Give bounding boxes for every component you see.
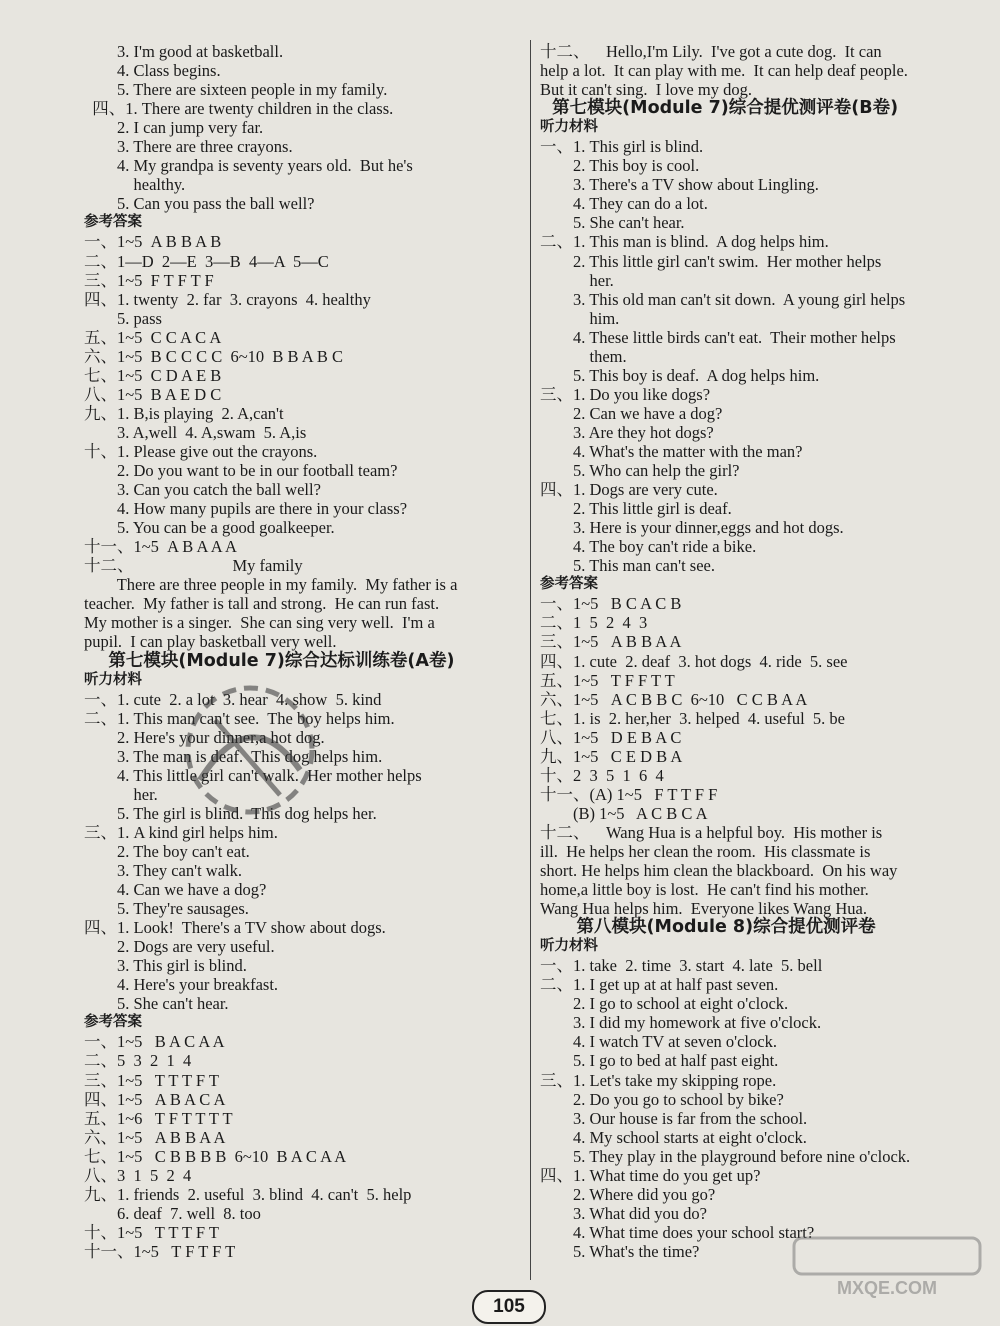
text-line: 6. deaf 7. well 8. too — [84, 1203, 261, 1223]
text-line: 三、1. Let's take my skipping rope. — [540, 1070, 777, 1090]
text-line: 4. Can we have a dog? — [84, 880, 267, 900]
svg-text:MXQE.COM: MXQE.COM — [836, 1278, 938, 1298]
text-line: 3. I did my homework at five o'clock. — [540, 1013, 822, 1033]
text-line: 八、1~5 B A E D C — [84, 384, 222, 404]
text-line: 九、1. friends 2. useful 3. blind 4. can't 5. help — [84, 1184, 412, 1204]
subsection-label: 听力材料 — [540, 938, 598, 955]
text-line: 4. I watch TV at seven o'clock. — [540, 1032, 777, 1052]
text-line: 3. There are three crayons. — [84, 137, 293, 157]
text-line: 5. You can be a good goalkeeper. — [84, 518, 335, 538]
text-line: 2. Do you want to be in our football team? — [84, 461, 398, 481]
text-line: 三、1~5 A B B A A — [540, 632, 682, 652]
text-line: 四、1. cute 2. deaf 3. hot dogs 4. ride 5. see — [540, 651, 848, 671]
text-line: 一、1~5 B C A C B — [540, 594, 682, 614]
text-line: 一、1. cute 2. a lot 3. hear 4. show 5. kind — [84, 689, 382, 709]
text-line: 2. Dogs are very useful. — [84, 937, 275, 957]
text-line: 4. Class begins. — [84, 61, 221, 81]
text-line: 3. They can't walk. — [84, 861, 243, 881]
text-line: 4. What time does your school start? — [540, 1222, 815, 1242]
text-line: 5. This man can't see. — [540, 556, 715, 576]
text-line: 二、5 3 2 1 4 — [84, 1051, 192, 1071]
text-line: 三、1. A kind girl helps him. — [84, 822, 278, 842]
text-line: 3. This old man can't sit down. A young girl helps — [540, 289, 906, 309]
text-line: 3. What did you do? — [540, 1203, 707, 1223]
text-line: 2. The boy can't eat. — [84, 841, 250, 861]
text-line: 4. They can do a lot. — [540, 194, 708, 214]
text-line: 四、1. Dogs are very cute. — [540, 480, 718, 500]
text-line: 七、1~5 C B B B B 6~10 B A C A A — [84, 1146, 347, 1166]
text-line: 5. Can you pass the ball well? — [84, 194, 315, 214]
text-line: 2. I go to school at eight o'clock. — [540, 994, 789, 1014]
text-line: 4. Here's your breakfast. — [84, 975, 279, 995]
text-line: 四、1. twenty 2. far 3. crayons 4. healthy — [84, 289, 371, 309]
text-line: 5. The girl is blind. This dog helps her. — [84, 803, 377, 823]
text-line: 5. She can't hear. — [540, 213, 685, 233]
subsection-label: 参考答案 — [540, 576, 598, 593]
text-line: 4. The boy can't ride a bike. — [540, 537, 757, 557]
text-line: 5. She can't hear. — [84, 994, 229, 1014]
text-line: (B) 1~5 A C B C A — [540, 803, 708, 823]
text-line: 十一、1~5 T F T F T — [84, 1241, 236, 1261]
text-line: 二、1 5 2 4 3 — [540, 613, 648, 633]
section-heading: 第七模块(Module 7)综合提优测评卷(B卷) — [540, 98, 899, 119]
text-line: 四、1. There are twenty children in the class. — [84, 99, 394, 119]
text-line: My mother is a singer. She can sing very well. I'm a — [84, 613, 435, 633]
text-line: 三、1. Do you like dogs? — [540, 384, 711, 404]
text-line: 4. My grandpa is seventy years old. But he's — [84, 156, 413, 176]
subsection-label: 参考答案 — [84, 214, 142, 231]
text-line: 5. pass — [84, 308, 162, 328]
text-line: 四、1. What time do you get up? — [540, 1165, 761, 1185]
right-column — [540, 42, 980, 1261]
text-line: 十二、 Hello,I'm Lily. I've got a cute dog. It can — [540, 42, 882, 61]
text-line: 4. What's the matter with the man? — [540, 441, 803, 461]
text-line: help a lot. It can play with me. It can help deaf people. — [540, 61, 908, 81]
text-line: There are three people in my family. My father is a — [84, 575, 458, 595]
text-line: 4. These little birds can't eat. Their mother helps — [540, 327, 896, 347]
text-line: them. — [540, 346, 627, 366]
text-line: 3. Can you catch the ball well? — [84, 480, 321, 500]
text-line: 六、1~5 A C B B C 6~10 C C B A A — [540, 689, 808, 709]
text-line: 5. I go to bed at half past eight. — [540, 1051, 779, 1071]
text-line: Wang Hua helps him. Everyone likes Wang Hua. — [540, 899, 867, 919]
text-line: 3. The man is deaf. This dog helps him. — [84, 746, 383, 766]
left-column — [84, 42, 524, 1261]
text-line: 八、1~5 D E B A C — [540, 727, 682, 747]
section-heading: 第七模块(Module 7)综合达标训练卷(A卷) — [84, 650, 455, 671]
text-line: 七、1. is 2. her,her 3. helped 4. useful 5. be — [540, 708, 845, 728]
text-line: 3. I'm good at basketball. — [84, 42, 284, 61]
text-line: 3. Our house is far from the school. — [540, 1108, 808, 1128]
text-line: 三、1~5 T T T F T — [84, 1070, 220, 1090]
text-line: 十二、 Wang Hua is a helpful boy. His mother is — [540, 822, 883, 842]
text-line: 十、1. Please give out the crayons. — [84, 441, 318, 461]
text-line: healthy. — [84, 175, 186, 195]
text-line: 十、2 3 5 1 6 4 — [540, 765, 664, 785]
section-heading: 第八模块(Module 8)综合提优测评卷 — [540, 917, 876, 938]
text-line: 4. My school starts at eight o'clock. — [540, 1127, 807, 1147]
text-line: 九、1. B,is playing 2. A,can't — [84, 403, 284, 423]
text-line: home,a little boy is lost. He can't find his mother. — [540, 880, 869, 900]
text-line: 5. They play in the playground before nine o'clock. — [540, 1146, 911, 1166]
text-line: 六、1~5 A B B A A — [84, 1127, 226, 1147]
text-line: 2. This little girl can't swim. Her mother helps — [540, 251, 882, 271]
text-line: him. — [540, 308, 620, 328]
page-number: 105 — [472, 1290, 546, 1324]
text-line: 九、1~5 C E D B A — [540, 746, 683, 766]
text-line: 2. Can we have a dog? — [540, 403, 723, 423]
text-line: 5. There are sixteen people in my family. — [84, 80, 388, 100]
text-line: 一、1. This girl is blind. — [540, 137, 704, 157]
text-line: 一、1~5 A B B A B — [84, 232, 222, 252]
text-line: 5. Who can help the girl? — [540, 461, 740, 481]
text-line: her. — [540, 270, 614, 290]
subsection-label: 听力材料 — [84, 671, 142, 688]
text-line: ill. He helps her clean the room. His classmate is — [540, 841, 871, 861]
text-line: 5. They're sausages. — [84, 899, 249, 919]
text-line: 十一、(A) 1~5 F T T F F — [540, 784, 718, 804]
text-line: 5. What's the time? — [540, 1241, 700, 1261]
text-line: 二、1. I get up at at half past seven. — [540, 975, 779, 995]
text-line: 4. This little girl can't walk. Her mother helps — [84, 765, 422, 785]
text-line: 5. This boy is deaf. A dog helps him. — [540, 365, 820, 385]
text-line: 2. Do you go to school by bike? — [540, 1089, 784, 1109]
text-line: 2. This boy is cool. — [540, 156, 700, 176]
text-line: 2. This little girl is deaf. — [540, 499, 732, 519]
watermark-logo-icon — [792, 1234, 982, 1298]
text-line: 十、1~5 T T T F T — [84, 1222, 220, 1242]
text-line: 3. Here is your dinner,eggs and hot dogs. — [540, 518, 844, 538]
text-line: 一、1~5 B A C A A — [84, 1032, 225, 1052]
text-line: 十一、1~5 A B A A A — [84, 537, 237, 557]
text-line: 十二、 My family — [84, 556, 303, 576]
text-line: 2. I can jump very far. — [84, 118, 264, 138]
text-line: 3. There's a TV show about Lingling. — [540, 175, 819, 195]
text-line: 一、1. take 2. time 3. start 4. late 5. bell — [540, 956, 823, 976]
text-line: 二、1—D 2—E 3—B 4—A 5—C — [84, 251, 329, 271]
text-line: 七、1~5 C D A E B — [84, 365, 222, 385]
subsection-label: 参考答案 — [84, 1014, 142, 1031]
text-line: 八、3 1 5 2 4 — [84, 1165, 192, 1185]
column-divider — [530, 40, 531, 1280]
text-line: But it can't sing. I love my dog. — [540, 80, 752, 100]
text-line: teacher. My father is tall and strong. He can run fast. — [84, 594, 440, 614]
text-line: 五、1~5 C C A C A — [84, 327, 222, 347]
text-line: 六、1~5 B C C C C 6~10 B B A B C — [84, 346, 343, 366]
text-line: her. — [84, 784, 158, 804]
text-line: 五、1~6 T F T T T T — [84, 1108, 233, 1128]
text-line: 4. How many pupils are there in your class? — [84, 499, 408, 519]
text-line: 3. A,well 4. A,swam 5. A,is — [84, 422, 307, 442]
text-line: 四、1~5 A B A C A — [84, 1089, 226, 1109]
text-line: 二、1. This man is blind. A dog helps him. — [540, 232, 829, 252]
subsection-label: 听力材料 — [540, 119, 598, 136]
text-line: short. He helps him clean the blackboard. On his way — [540, 861, 898, 881]
text-line: 四、1. Look! There's a TV show about dogs. — [84, 918, 386, 938]
text-line: 3. This girl is blind. — [84, 956, 247, 976]
text-line: 3. Are they hot dogs? — [540, 422, 714, 442]
text-line: 三、1~5 F T F T F — [84, 270, 214, 290]
text-line: 五、1~5 T F F T T — [540, 670, 675, 690]
text-line: pupil. I can play basketball very well. — [84, 632, 337, 652]
text-line: 2. Where did you go? — [540, 1184, 716, 1204]
text-line: 二、1. This man can't see. The boy helps him. — [84, 708, 395, 728]
text-line: 2. Here's your dinner,a hot dog. — [84, 727, 325, 747]
